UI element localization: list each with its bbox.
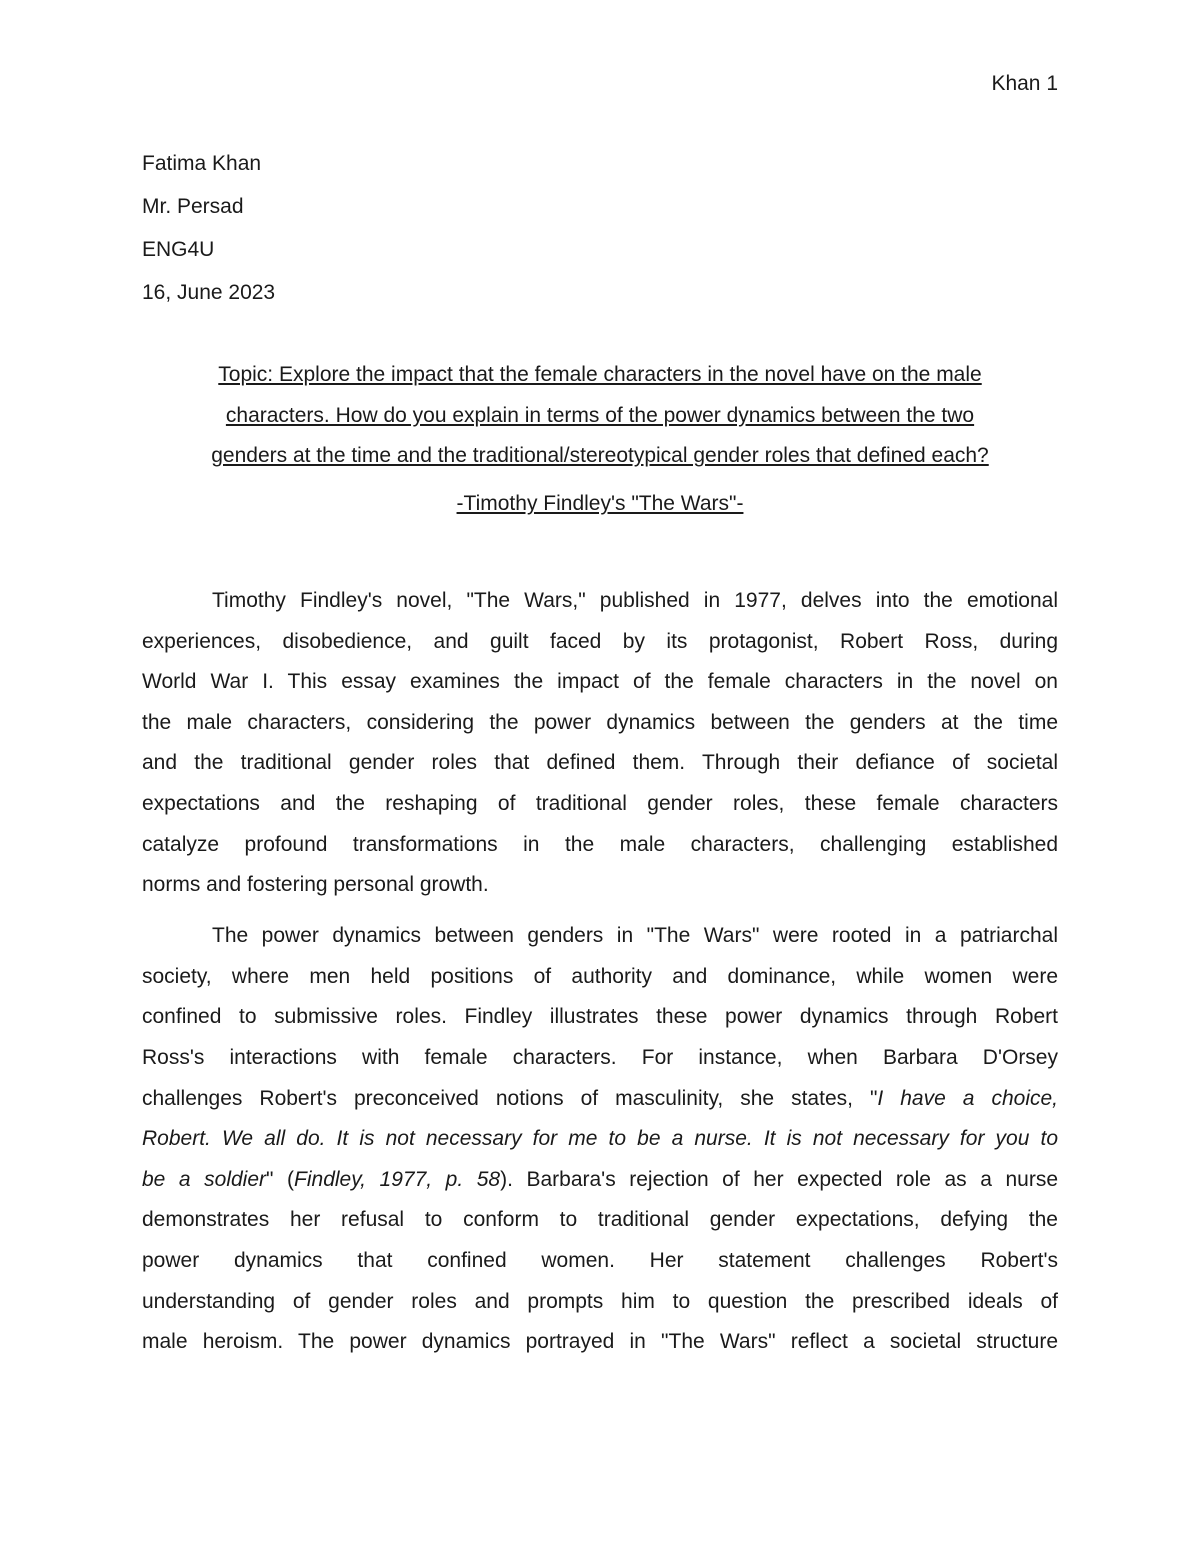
text-line: and the traditional gender roles that defined them. Through their defiance of societal xyxy=(142,751,1058,775)
text-line: Ross's interactions with female characters. For instance, when Barbara D'Orsey xyxy=(142,1046,1058,1070)
student-name: Fatima Khan xyxy=(142,152,262,175)
text-line: expectations and the reshaping of traditional gender roles, these female characters xyxy=(142,791,1058,815)
text-line: confined to submissive roles. Findley illustrates these power dynamics through Robert xyxy=(142,1005,1058,1029)
text-line xyxy=(142,1119,1058,1160)
text-line: catalyze profound transformations in the male characters, challenging established xyxy=(142,832,1058,856)
text-run: challenges Robert's preconceived notions of masculinity, she states, " xyxy=(142,1086,878,1110)
text-line: male heroism. The power dynamics portrayed in "The Wars" reflect a societal structure xyxy=(142,1330,1058,1354)
topic-line: Topic: Explore the impact that the female characters in the novel have on the male xyxy=(218,363,982,386)
mla-heading xyxy=(142,142,1058,314)
quotation: I have a choice, xyxy=(877,1086,1059,1110)
topic-line: characters. How do you explain in terms of the power dynamics between the two xyxy=(225,403,975,427)
essay-body xyxy=(142,581,1058,1373)
paragraph-2 xyxy=(142,916,1058,1363)
text-line: norms and fostering personal growth. xyxy=(142,873,489,897)
text-line: understanding of gender roles and prompts him to question the prescribed ideals of xyxy=(142,1289,1058,1313)
text-line: Timothy Findley's novel, "The Wars," published in 1977, delves into the emotional xyxy=(212,589,1058,612)
paragraph-1 xyxy=(142,581,1058,906)
quotation: Robert. We all do. It is not necessary for me to be a nurse. It is not necessary for you to xyxy=(142,1127,1058,1151)
text-line xyxy=(142,1079,1058,1120)
citation: Findley, 1977, p. 58 xyxy=(294,1167,501,1191)
essay-date: 16, June 2023 xyxy=(142,281,276,304)
text-line: World War I. This essay examines the impact of the female characters in the novel on xyxy=(142,670,1058,694)
teacher-name: Mr. Persad xyxy=(142,195,244,218)
text-line xyxy=(142,1160,1058,1201)
text-line: experiences, disobedience, and guilt faced by its protagonist, Robert Ross, during xyxy=(142,629,1058,653)
text-line: power dynamics that confined women. Her statement challenges Robert's xyxy=(142,1249,1058,1272)
text-run: ). Barbara's rejection of her expected role as a nurse xyxy=(500,1167,1058,1191)
work-title: -Timothy Findley's "The Wars"- xyxy=(456,492,744,515)
essay-topic xyxy=(142,355,1058,477)
text-line: demonstrates her refusal to conform to traditional gender expectations, defying the xyxy=(142,1208,1058,1232)
topic-line: genders at the time and the traditional/stereotypical gender roles that defined each? xyxy=(211,444,989,467)
quotation: be a soldier xyxy=(142,1167,267,1191)
running-head: Khan 1 xyxy=(991,72,1058,95)
course-code: ENG4U xyxy=(142,238,215,261)
text-line: The power dynamics between genders in "The Wars" were rooted in a patriarchal xyxy=(212,924,1058,948)
text-run: " ( xyxy=(266,1167,295,1191)
text-line: society, where men held positions of authority and dominance, while women were xyxy=(142,964,1058,988)
text-line: the male characters, considering the power dynamics between the genders at the time xyxy=(142,710,1058,734)
